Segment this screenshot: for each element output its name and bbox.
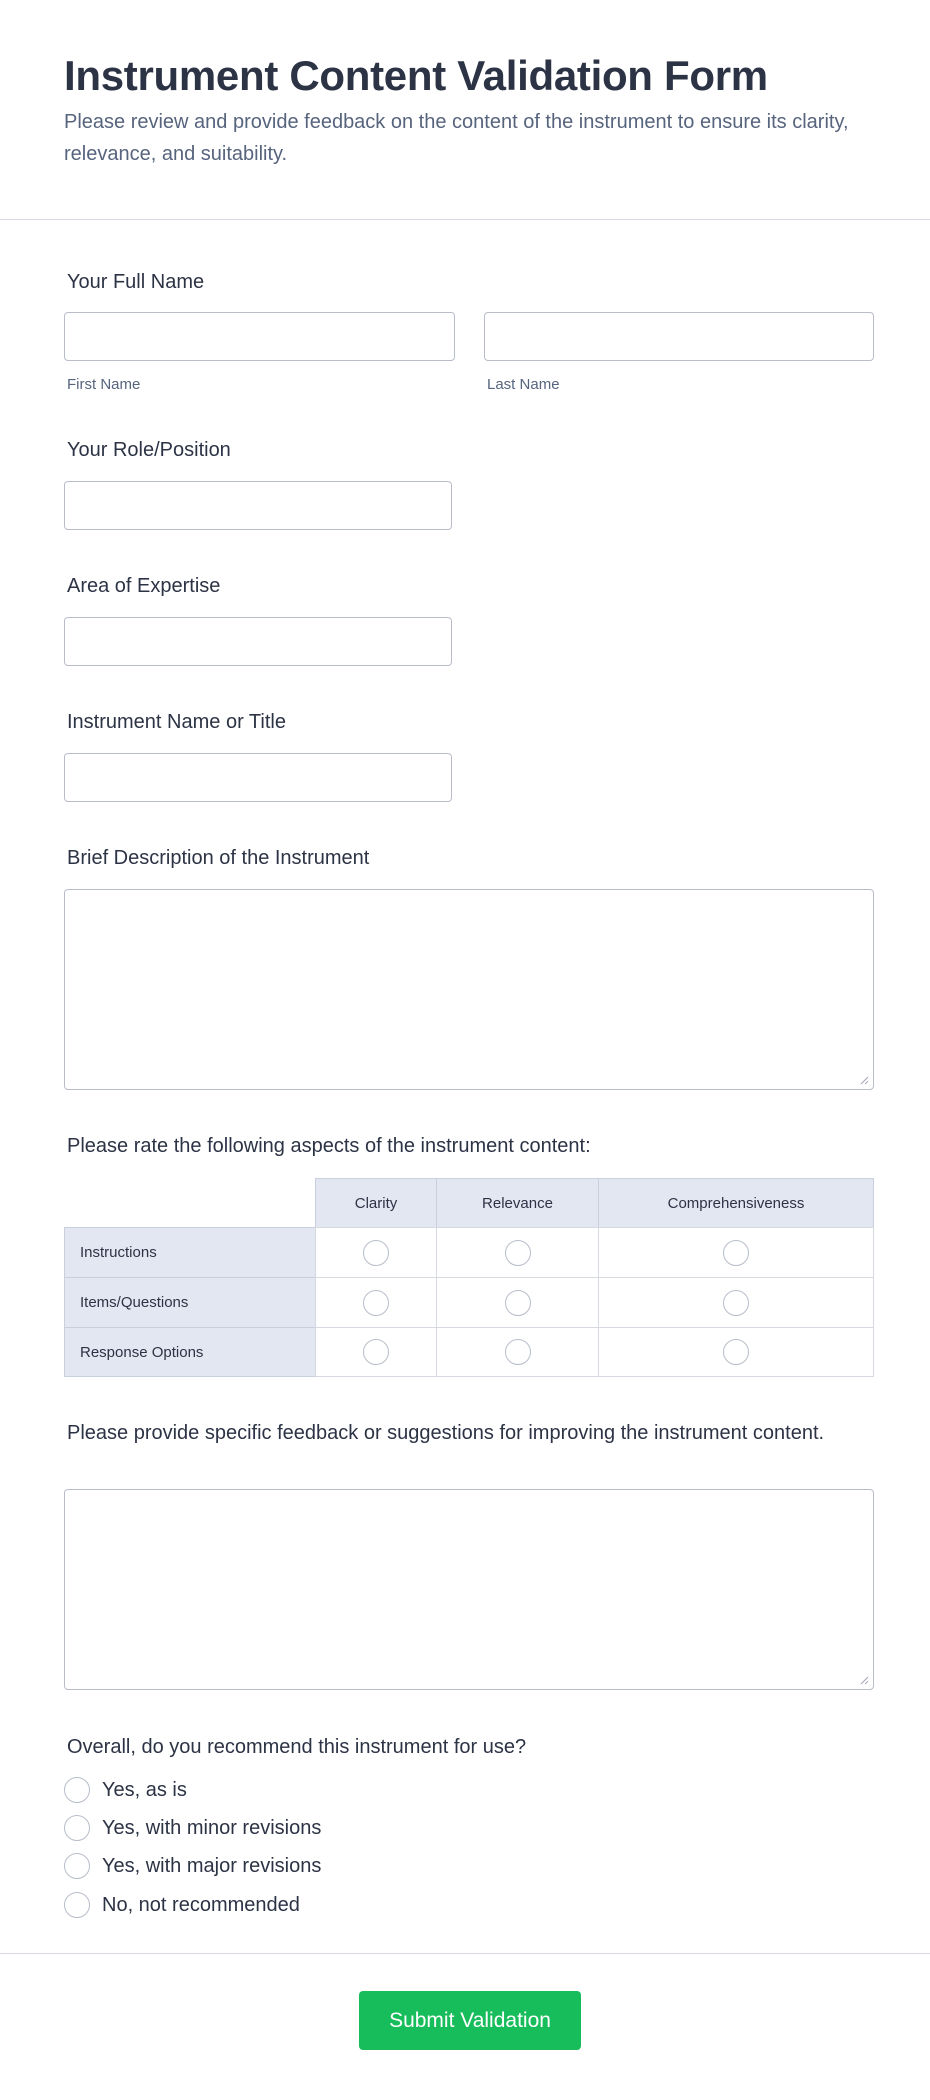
first-name-input[interactable] bbox=[64, 312, 455, 361]
radio-response-clarity[interactable] bbox=[363, 1339, 389, 1365]
recommend-option-minor-revisions[interactable] bbox=[64, 1814, 321, 1842]
matrix-row-instructions: Instructions bbox=[64, 1227, 316, 1278]
matrix-cell bbox=[315, 1277, 437, 1328]
first-name-sublabel: First Name bbox=[67, 376, 141, 393]
radio-yes-as-is[interactable] bbox=[64, 1777, 90, 1803]
rating-label: Please rate the following aspects of the instrument content: bbox=[67, 1135, 591, 1157]
option-label: No, not recommended bbox=[102, 1893, 300, 1916]
matrix-cell bbox=[315, 1327, 437, 1377]
matrix-cell bbox=[436, 1327, 599, 1377]
radio-instructions-clarity[interactable] bbox=[363, 1240, 389, 1266]
radio-items-comprehensiveness[interactable] bbox=[723, 1290, 749, 1316]
full-name-label: Your Full Name bbox=[67, 271, 205, 293]
matrix-cell bbox=[436, 1227, 599, 1278]
option-label: Yes, with minor revisions bbox=[102, 1816, 322, 1839]
submit-button[interactable]: Submit Validation bbox=[359, 1991, 581, 2050]
description-label: Brief Description of the Instrument bbox=[67, 847, 370, 869]
recommend-label: Overall, do you recommend this instrument for use? bbox=[67, 1736, 527, 1758]
recommend-option-yes-as-is[interactable] bbox=[64, 1776, 187, 1804]
feedback-textarea[interactable] bbox=[64, 1489, 874, 1690]
option-label: Yes, with major revisions bbox=[102, 1854, 322, 1877]
radio-instructions-comprehensiveness[interactable] bbox=[723, 1240, 749, 1266]
matrix-col-relevance: Relevance bbox=[436, 1178, 599, 1228]
matrix-row-items-questions: Items/Questions bbox=[64, 1277, 316, 1328]
matrix-cell bbox=[598, 1277, 874, 1328]
radio-major-revisions[interactable] bbox=[64, 1853, 90, 1879]
radio-response-comprehensiveness[interactable] bbox=[723, 1339, 749, 1365]
radio-minor-revisions[interactable] bbox=[64, 1815, 90, 1841]
radio-response-relevance[interactable] bbox=[505, 1339, 531, 1365]
matrix-col-clarity: Clarity bbox=[315, 1178, 437, 1228]
form-subtitle: Please review and provide feedback on the content of the instrument to ensure its clarity, relevance, and suitability. bbox=[64, 111, 849, 165]
last-name-sublabel: Last Name bbox=[487, 376, 560, 393]
option-label: Yes, as is bbox=[102, 1778, 187, 1801]
radio-not-recommended[interactable] bbox=[64, 1892, 90, 1918]
instrument-name-input[interactable] bbox=[64, 753, 452, 802]
form-header bbox=[0, 0, 930, 220]
form-title: Instrument Content Validation Form bbox=[64, 52, 768, 99]
last-name-input[interactable] bbox=[484, 312, 874, 361]
recommend-option-major-revisions[interactable] bbox=[64, 1852, 321, 1880]
resize-grip-icon[interactable] bbox=[859, 1075, 869, 1085]
role-input[interactable] bbox=[64, 481, 452, 530]
matrix-cell bbox=[598, 1227, 874, 1278]
matrix-cell bbox=[315, 1227, 437, 1278]
matrix-cell bbox=[598, 1327, 874, 1377]
recommend-option-not-recommended[interactable] bbox=[64, 1891, 300, 1919]
resize-grip-icon[interactable] bbox=[859, 1675, 869, 1685]
role-label: Your Role/Position bbox=[67, 439, 231, 461]
rating-matrix bbox=[64, 1178, 874, 1377]
feedback-label: Please provide specific feedback or suggestions for improving the instrument content. bbox=[67, 1422, 825, 1444]
expertise-input[interactable] bbox=[64, 617, 452, 666]
description-textarea[interactable] bbox=[64, 889, 874, 1090]
expertise-label: Area of Expertise bbox=[67, 575, 221, 597]
radio-items-relevance[interactable] bbox=[505, 1290, 531, 1316]
matrix-cell bbox=[436, 1277, 599, 1328]
radio-items-clarity[interactable] bbox=[363, 1290, 389, 1316]
matrix-col-comprehensiveness: Comprehensiveness bbox=[598, 1178, 874, 1228]
matrix-row-response-options: Response Options bbox=[64, 1327, 316, 1377]
radio-instructions-relevance[interactable] bbox=[505, 1240, 531, 1266]
instrument-name-label: Instrument Name or Title bbox=[67, 711, 286, 733]
